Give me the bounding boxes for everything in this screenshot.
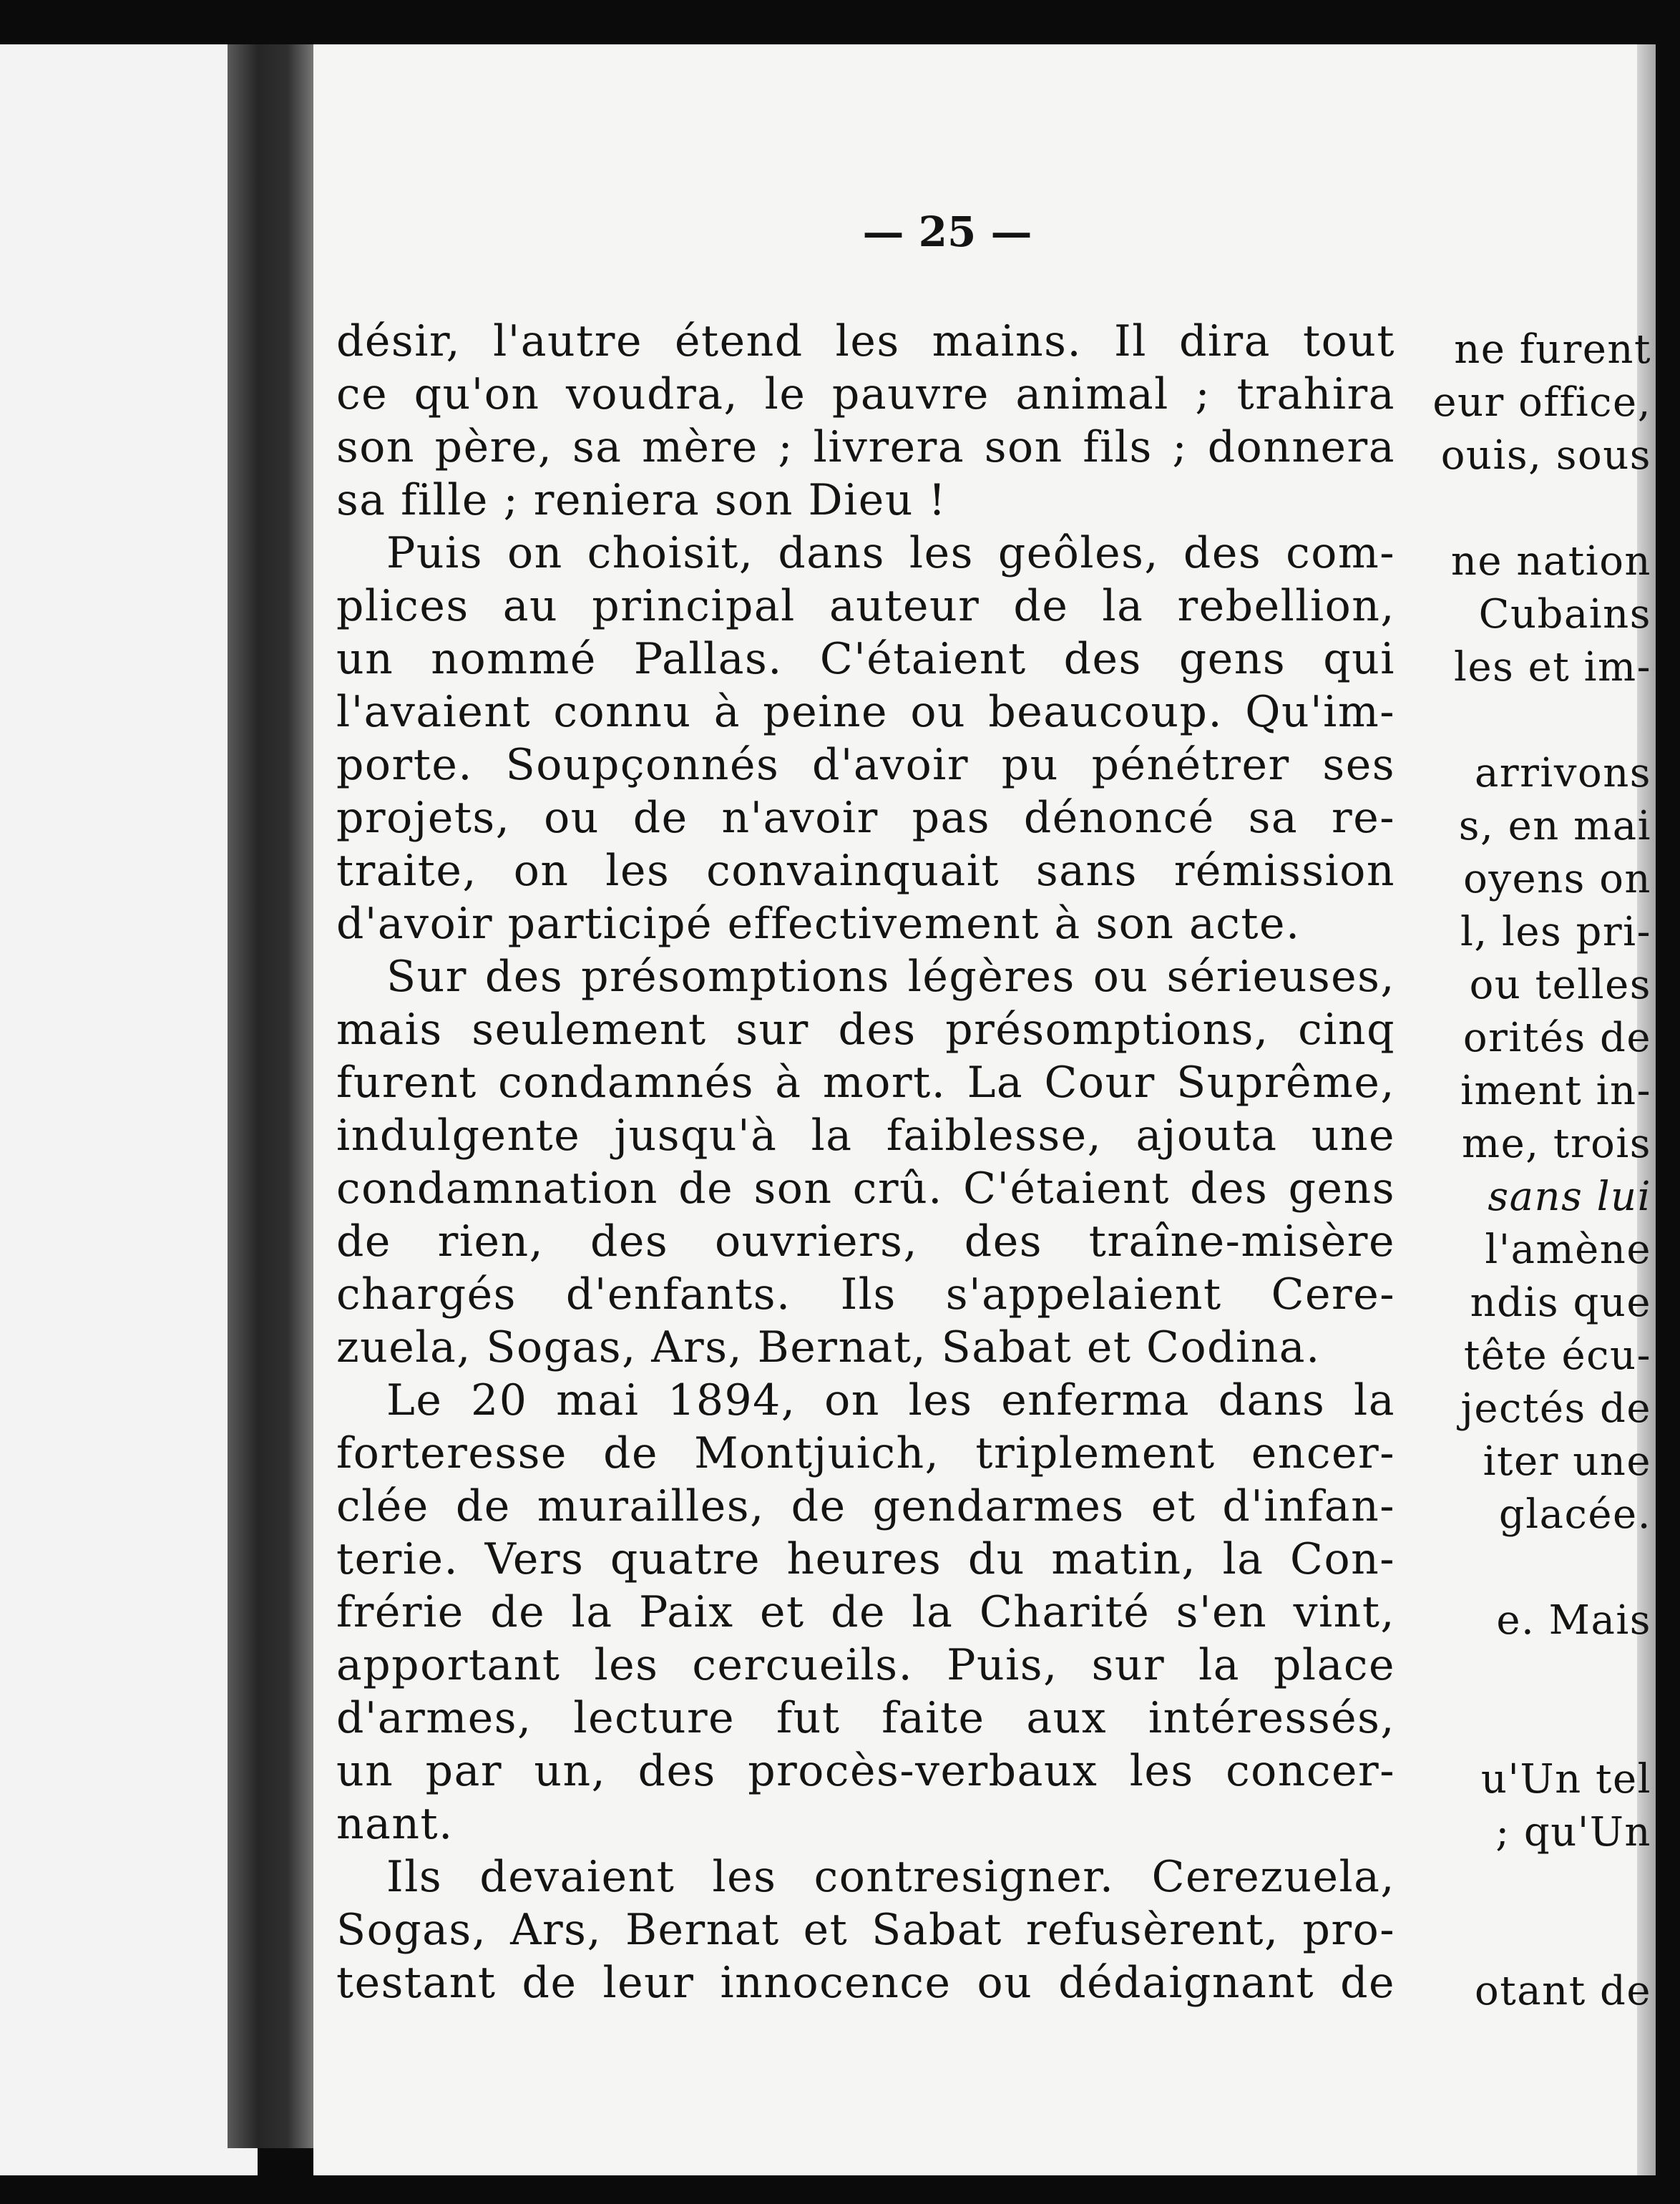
left-line: ndis que (1470, 1279, 1651, 1326)
body-line: son père, sa mère ; livrera son fils ; donnera (336, 422, 1395, 472)
body-line: testant de leur innocence ou dédaignant de (336, 1958, 1395, 2008)
left-line: ; qu'Un (1495, 1809, 1651, 1856)
body-line: l'avaient connu à peine ou beaucoup. Qu'im- (336, 687, 1395, 737)
left-line: me, trois (1462, 1121, 1651, 1167)
left-line: arrivons (1475, 750, 1651, 796)
left-line: otant de (1475, 1968, 1651, 2014)
book-spine-shadow (228, 44, 313, 2148)
body-line: chargés d'enfants. Ils s'appelaient Cere- (336, 1269, 1395, 1320)
left-page (0, 44, 258, 2175)
body-line: furent condamnés à mort. La Cour Suprême, (336, 1058, 1395, 1108)
left-line: iment in- (1460, 1068, 1651, 1114)
left-line: ne furent (1454, 326, 1651, 373)
body-line: de rien, des ouvriers, des traîne-misère (336, 1216, 1395, 1267)
body-line: projets, ou de n'avoir pas dénoncé sa re- (336, 793, 1395, 843)
body-line: plices au principal auteur de la rebellion, (336, 581, 1395, 631)
body-line: sa fille ; reniera son Dieu ! (336, 475, 947, 525)
left-line: eur office, (1432, 379, 1651, 426)
body-line: un nommé Pallas. C'étaient des gens qui (336, 634, 1395, 684)
body-line: Sogas, Ars, Bernat et Sabat refusèrent, pro- (336, 1905, 1395, 1955)
body-line: mais seulement sur des présomptions, cinq (336, 1005, 1395, 1055)
left-line: iter une (1483, 1438, 1651, 1485)
body-line: un par un, des procès-verbaux les concer- (336, 1746, 1395, 1796)
left-line: glacée. (1498, 1491, 1651, 1538)
left-line: Cubains (1478, 591, 1651, 638)
paragraph-start-line: Sur des présomptions légères ou sérieuses, (386, 952, 1395, 1002)
body-line: frérie de la Paix et de la Charité s'en vint, (336, 1587, 1395, 1637)
left-line: l'amène (1485, 1227, 1651, 1273)
paragraph-start-line: Le 20 mai 1894, on les enferma dans la (386, 1375, 1395, 1425)
body-line: indulgente jusqu'à la faiblesse, ajouta une (336, 1111, 1395, 1161)
paragraph-start-line: Ils devaient les contresigner. Cerezuela, (386, 1852, 1395, 1902)
left-line: ouis, sous (1440, 432, 1651, 479)
left-line: u'Un tel (1480, 1756, 1651, 1803)
paragraph-start-line: Puis on choisit, dans les geôles, des com- (386, 528, 1395, 578)
page-number: — 25 — (862, 208, 1032, 256)
left-line: l, les pri- (1460, 909, 1651, 955)
left-line: oyens on (1463, 856, 1651, 902)
body-line: d'armes, lecture fut faite aux intéressés, (336, 1693, 1395, 1743)
body-line: traite, on les convainquait sans rémission (336, 846, 1395, 896)
body-line: terie. Vers quatre heures du matin, la Con- (336, 1534, 1395, 1584)
left-line: sans lui (1488, 1174, 1651, 1220)
body-line: d'avoir participé effectivement à son acte. (336, 899, 1301, 949)
left-line: tête écu- (1463, 1332, 1651, 1379)
left-line: jectés de (1460, 1385, 1651, 1432)
body-line: désir, l'autre étend les mains. Il dira tout (336, 316, 1395, 366)
body-line: porte. Soupçonnés d'avoir pu pénétrer ses (336, 740, 1395, 790)
left-line: ne nation (1450, 538, 1651, 585)
body-line: condamnation de son crû. C'étaient des gens (336, 1164, 1395, 1214)
left-line: s, en mai (1458, 803, 1651, 849)
body-line: clée de murailles, de gendarmes et d'infan- (336, 1481, 1395, 1531)
left-line: ou telles (1469, 962, 1651, 1008)
body-line: zuela, Sogas, Ars, Bernat, Sabat et Codina. (336, 1322, 1321, 1372)
left-line: les et im- (1454, 644, 1651, 691)
body-line: apportant les cercueils. Puis, sur la place (336, 1640, 1395, 1690)
body-line: forteresse de Montjuich, triplement encer- (336, 1428, 1395, 1478)
left-line: orités de (1462, 1015, 1651, 1061)
left-line: e. Mais (1496, 1597, 1651, 1644)
body-line: nant. (336, 1799, 454, 1849)
body-line: ce qu'on voudra, le pauvre animal ; trahira (336, 369, 1395, 419)
scan-border (0, 2175, 1680, 2204)
